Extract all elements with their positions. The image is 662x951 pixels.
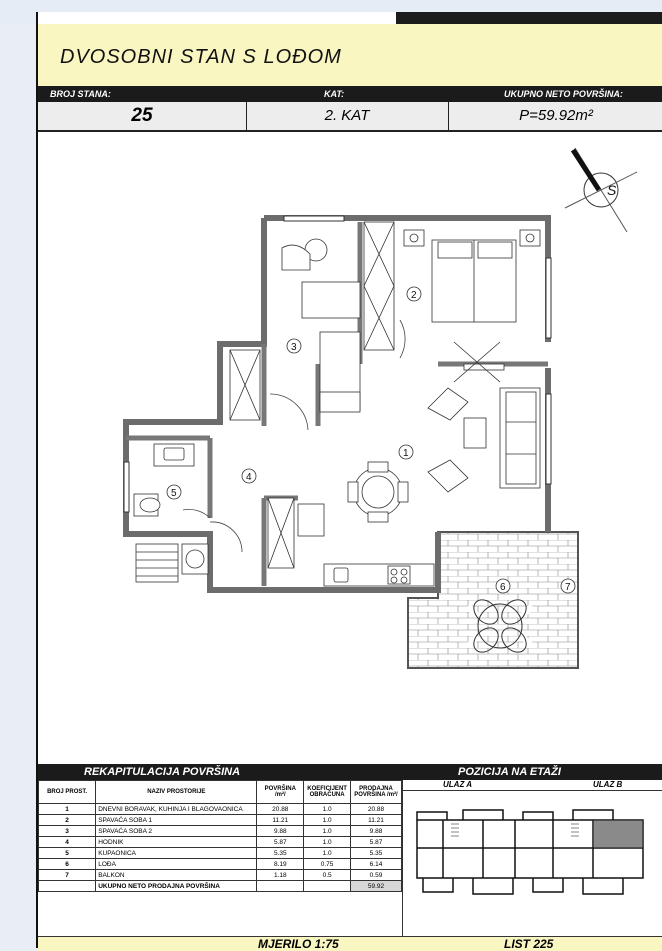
row-name: LOĐA	[96, 859, 257, 870]
broj-stana-value: 25	[38, 102, 247, 130]
table-row	[39, 837, 402, 848]
row-name: SPAVAĆA SOBA 2	[96, 826, 257, 837]
table-row	[39, 815, 402, 826]
row-area: 5.35	[257, 848, 304, 859]
dining-table-icon	[348, 462, 408, 522]
room-marker-1	[399, 445, 413, 459]
empty-cell	[257, 881, 304, 892]
room-marker-5	[167, 485, 181, 499]
room-marker-4	[242, 469, 256, 483]
row-num: 5	[39, 848, 96, 859]
room-number: 7	[565, 582, 571, 593]
row-num: 2	[39, 815, 96, 826]
col-header: PRODAJNA POVRŠINA /m²/	[351, 781, 402, 804]
row-num: 6	[39, 859, 96, 870]
room-number: 4	[246, 472, 252, 483]
row-coef: 0.75	[304, 859, 351, 870]
povrsina-value: P=59.92m²	[519, 107, 593, 124]
recap-title: REKAPITULACIJA POVRŠINA	[84, 766, 241, 778]
position-title: POZICIJA NA ETAŽI	[458, 766, 561, 778]
room-number: 1	[403, 448, 409, 459]
row-coef: 1.0	[304, 815, 351, 826]
kitchen-counter-icon	[298, 504, 434, 586]
desk-chair-icon	[282, 239, 360, 412]
header-labels-row	[38, 86, 662, 102]
room-marker-6	[496, 579, 510, 593]
row-name: SPAVAĆA SOBA 1	[96, 815, 257, 826]
title-box	[38, 24, 662, 87]
row-coef: 1.0	[304, 804, 351, 815]
row-sale: 11.21	[351, 815, 402, 826]
row-name: DNEVNI BORAVAK, KUHINJA I BLAGOVAONICA	[96, 804, 257, 815]
compass-letter: S	[607, 182, 617, 198]
total-label: UKUPNO NETO PRODAJNA POVRŠINA	[96, 881, 257, 892]
row-num: 1	[39, 804, 96, 815]
table-row	[39, 804, 402, 815]
col-header: KOEFICIJENT OBRAČUNA	[304, 781, 351, 804]
kat-label: KAT:	[324, 89, 345, 99]
row-area: 1.18	[257, 870, 304, 881]
row-sale: 5.35	[351, 848, 402, 859]
row-name: HODNIK	[96, 837, 257, 848]
bottom-header	[38, 764, 662, 780]
header-values-row	[38, 102, 662, 132]
row-coef: 1.0	[304, 848, 351, 859]
room-number: 6	[500, 582, 506, 593]
row-coef: 1.0	[304, 826, 351, 837]
row-area: 8.19	[257, 859, 304, 870]
room-marker-7	[561, 579, 575, 593]
row-name: KUPAONICA	[96, 848, 257, 859]
table-row	[39, 859, 402, 870]
table-header-row	[39, 781, 402, 804]
empty-cell	[304, 881, 351, 892]
room-marker-2	[407, 287, 421, 301]
row-coef: 0.5	[304, 870, 351, 881]
row-area: 11.21	[257, 815, 304, 826]
room-number: 2	[411, 290, 417, 301]
row-sale: 0.59	[351, 870, 402, 881]
sheet-label: LIST 225	[504, 937, 554, 951]
row-sale: 20.88	[351, 804, 402, 815]
col-header: POVRŠINA /m²/	[257, 781, 304, 804]
room-number: 3	[291, 342, 297, 353]
armchair-icons	[428, 388, 468, 492]
ulaz-a-label: ULAZ A	[443, 780, 473, 789]
row-area: 9.88	[257, 826, 304, 837]
row-num: 3	[39, 826, 96, 837]
floor-plan-drawing	[38, 132, 662, 764]
row-num: 7	[39, 870, 96, 881]
col-header: BROJ PROST.	[39, 781, 96, 804]
room-marker-3	[287, 339, 301, 353]
top-dark-bar	[396, 12, 662, 24]
sofa-icon	[464, 388, 540, 488]
row-coef: 1.0	[304, 837, 351, 848]
empty-cell	[39, 881, 96, 892]
row-sale: 6.14	[351, 859, 402, 870]
kat-value: 2. KAT	[246, 102, 449, 130]
povrsina-label: UKUPNO NETO POVRŠINA:	[504, 89, 623, 99]
table-row	[39, 848, 402, 859]
row-area: 5.87	[257, 837, 304, 848]
ulaz-b-label: ULAZ B	[593, 780, 623, 789]
row-num: 4	[39, 837, 96, 848]
table-row	[39, 826, 402, 837]
position-panel	[402, 780, 662, 938]
row-sale: 9.88	[351, 826, 402, 837]
double-bed-icon	[404, 230, 540, 322]
plan-area	[38, 132, 662, 765]
north-arrow-icon	[565, 148, 637, 232]
table-row	[39, 870, 402, 881]
col-header: NAZIV PROSTORIJE	[96, 781, 257, 804]
row-area: 20.88	[257, 804, 304, 815]
building-position-plan	[403, 790, 662, 938]
total-value: 59.92	[351, 881, 402, 892]
row-name: BALKON	[96, 870, 257, 881]
broj-stana-label: BROJ STANA:	[50, 89, 111, 99]
room-number: 5	[171, 488, 177, 499]
scale-label: MJERILO 1:75	[258, 937, 339, 951]
floor-plan-sheet	[36, 12, 662, 951]
apartment-title: DVOSOBNI STAN S LOĐOM	[60, 46, 342, 68]
row-sale: 5.87	[351, 837, 402, 848]
bathroom-fixtures-icon	[134, 444, 208, 582]
total-row	[39, 881, 402, 892]
recap-table	[38, 780, 402, 892]
footer	[38, 936, 662, 951]
